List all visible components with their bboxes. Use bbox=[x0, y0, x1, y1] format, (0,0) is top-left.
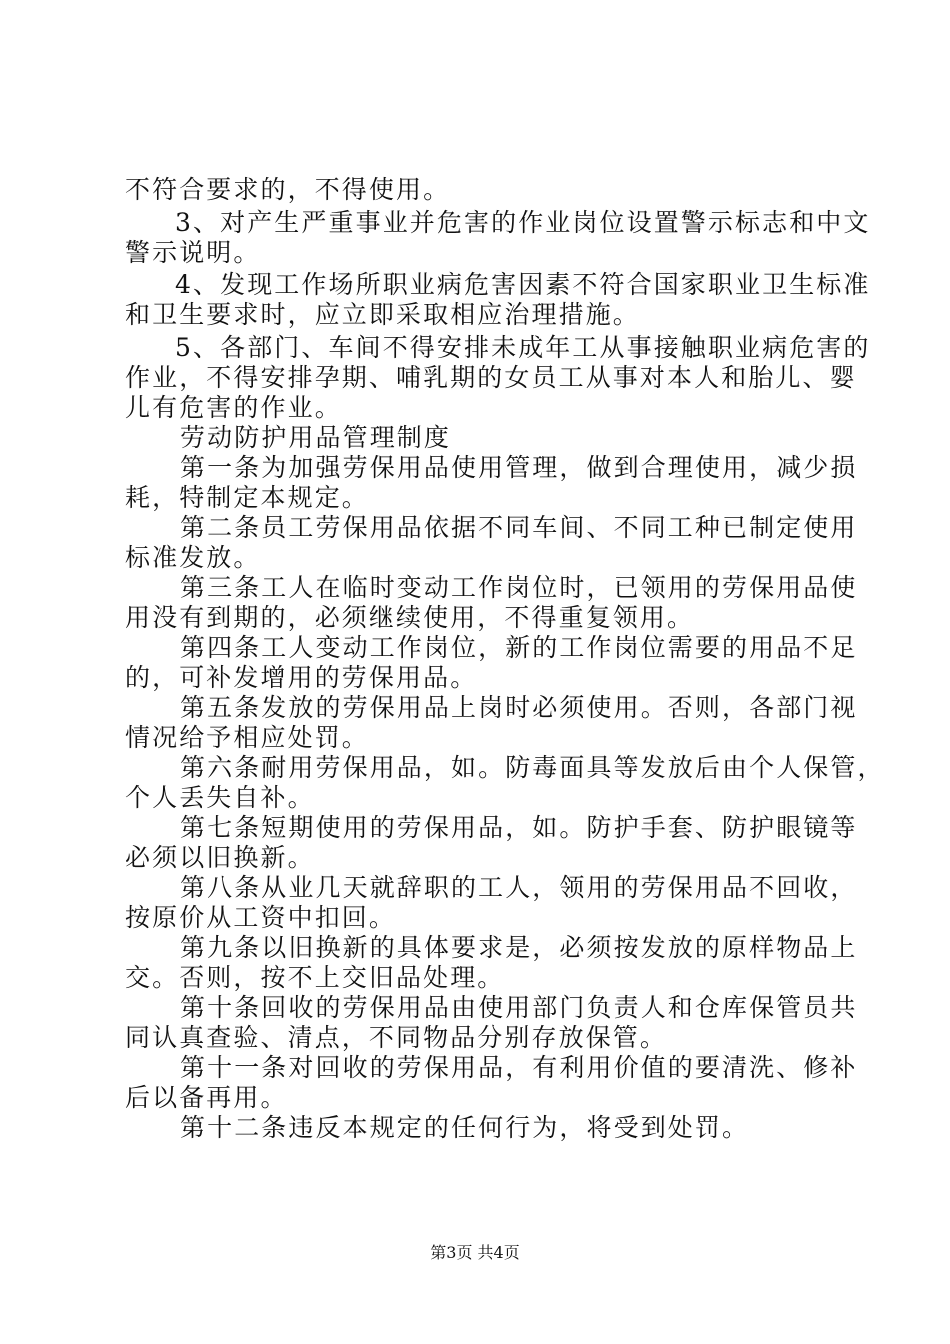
text-line: 不符合要求的，不得使用。 bbox=[125, 175, 451, 204]
text-line: 第二条员工劳保用品依据不同车间、不同工种已制定使用 bbox=[180, 513, 858, 542]
page-footer bbox=[0, 1243, 950, 1263]
text-line: 标准发放。 bbox=[125, 543, 261, 572]
text-line: 个人丢失自补。 bbox=[125, 783, 315, 812]
text-line: 同认真查验、清点，不同物品分别存放保管。 bbox=[125, 1023, 668, 1052]
text-line: 情况给予相应处罚。 bbox=[125, 723, 369, 752]
text-line: 用没有到期的，必须继续使用，不得重复领用。 bbox=[125, 603, 695, 632]
text-line: 第五条发放的劳保用品上岗时必须使用。否则，各部门视 bbox=[180, 693, 858, 722]
section-heading: 劳动防护用品管理制度 bbox=[180, 423, 452, 452]
text-line: 第十一条对回收的劳保用品，有利用价值的要清洗、修补 bbox=[180, 1053, 858, 1082]
text-line: 按原价从工资中扣回。 bbox=[125, 903, 397, 932]
text-line: 的，可补发增用的劳保用品。 bbox=[125, 663, 478, 692]
text-line: 第八条从业几天就辞职的工人，领用的劳保用品不回收， bbox=[180, 873, 858, 902]
text-line: 和卫生要求时，应立即采取相应治理措施。 bbox=[125, 300, 640, 329]
text-line: 第十条回收的劳保用品由使用部门负责人和仓库保管员共 bbox=[180, 993, 858, 1022]
text-line: 5、各部门、车间不得安排未成年工从事接触职业病危害的 bbox=[175, 333, 871, 362]
text-line: 后以备再用。 bbox=[125, 1083, 288, 1112]
text-line: 儿有危害的作业。 bbox=[125, 393, 342, 422]
text-line: 第三条工人在临时变动工作岗位时，已领用的劳保用品使 bbox=[180, 573, 858, 602]
page-number: 第3页 共4页 bbox=[430, 1243, 520, 1262]
text-line: 第一条为加强劳保用品使用管理，做到合理使用，减少损 bbox=[180, 453, 858, 482]
text-line: 4、发现工作场所职业病危害因素不符合国家职业卫生标准 bbox=[175, 270, 871, 299]
text-line: 耗，特制定本规定。 bbox=[125, 483, 369, 512]
text-line: 必须以旧换新。 bbox=[125, 843, 315, 872]
text-line: 第四条工人变动工作岗位，新的工作岗位需要的用品不足 bbox=[180, 633, 858, 662]
text-line: 第九条以旧换新的具体要求是，必须按发放的原样物品上 bbox=[180, 933, 858, 962]
text-line: 作业，不得安排孕期、哺乳期的女员工从事对本人和胎儿、婴 bbox=[125, 363, 857, 392]
text-line: 3、对产生严重事业并危害的作业岗位设置警示标志和中文 bbox=[175, 208, 871, 237]
text-line: 第十二条违反本规定的任何行为，将受到处罚。 bbox=[180, 1113, 750, 1142]
text-line: 交。否则，按不上交旧品处理。 bbox=[125, 963, 505, 992]
text-line: 警示说明。 bbox=[125, 238, 261, 267]
text-line: 第六条耐用劳保用品，如。防毒面具等发放后由个人保管， bbox=[180, 753, 885, 782]
text-line: 第七条短期使用的劳保用品，如。防护手套、防护眼镜等 bbox=[180, 813, 858, 842]
